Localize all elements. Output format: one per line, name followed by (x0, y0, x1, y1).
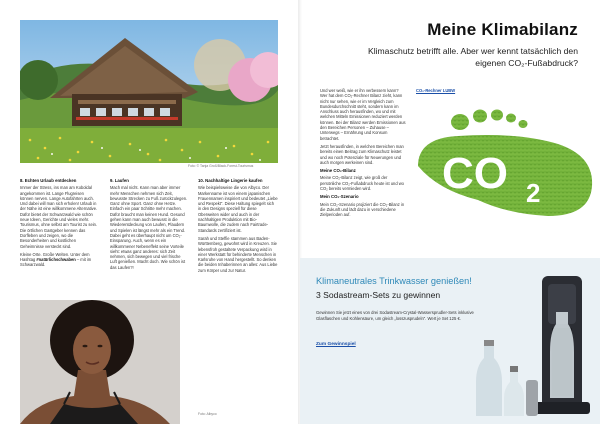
column-paragraph: Immer der Stress, ins man am Koboldal angekommen ist. Lange Flugreisen können nerven. Lange Autofahrten auch. Und dabei will man sich erholen! Urlaub in der Nähe ist eine willkommene Alternative. Dafür bietet der Schwarzwald wie schön neue Ideen, Gerichte und vieles mehr. Tourismus, ohne selbst am Tourist zu sein. Die örtlichen Gastgeber kennen das Dorfleben und zeigen, wo die Besonderheiten und kostlichen Geheimnisse versteckt sind. (20, 185, 98, 249)
article-column-2 (110, 178, 188, 273)
column-paragraph: Wie beispielsweise die von Albyco. Der Markenname ist von einem japanischen Frauennamen inspiriert und bedeutet „Liebe und Respekt“. Diese Haltung spiegelt sich in den Designs speziell für diese Oberweiten wider und auch in der nachhaltigen Produktion mit Bio-Baumwolle, die zudem nach Fairtrade-Standards zertifiziert ist. (198, 185, 278, 233)
co2-text: CO (442, 149, 508, 198)
promo-subheading: 3 Sodastream-Sets zu gewinnen (316, 290, 441, 300)
column-heading: 9. Laufen (110, 178, 129, 183)
glass-carafe-3 (504, 372, 524, 416)
hashtag: #natürlichschwaben (36, 257, 76, 263)
contest-link[interactable]: Zum Gewinnspiel (316, 342, 356, 347)
page-title: Meine Klimabilanz (427, 20, 578, 39)
page-subtitle: Klimaschutz betrifft alle. Aber wer kennt tatsächlich den eigenen CO₂-Fußabdruck? (367, 46, 578, 68)
footprint-toe-5 (519, 120, 528, 128)
climate-article-column (320, 88, 406, 221)
farmhouse-photo (20, 20, 278, 163)
sodastream-product-image (470, 262, 598, 422)
photo-caption: Foto: © Tanja Groß/Black-Forest-Tourismus (188, 164, 254, 168)
left-page (0, 0, 300, 424)
section-heading: Meine CO₂-Bilanz (320, 168, 356, 174)
co2-calculator-link[interactable]: CO₂-Rechner LUBW (416, 88, 456, 93)
column-paragraph: Mein CO₂-Szenario projiziert die CO₂-Bilanz in die Zukunft und lädt dazu in verschiedene Zielperioden auf. (320, 201, 405, 218)
footprint-toe-4 (506, 114, 516, 123)
column-closing: Kleine Orte. Große Welten. Unter dem Hashtag #natürlichschwaben – mit im Schwarzwald. (20, 251, 92, 268)
footprint-toe-2 (473, 110, 487, 123)
column-paragraph: Jetzt herausfinden, in welchen Bereichen man bereits einen Beitrag zum Klimaschutz leistet und wo noch Potenziale für Neuerungen und auch morgen werkeinen sind. (320, 143, 404, 165)
section-heading: Mein CO₂-Szenario (320, 194, 359, 200)
promo-heading: Klimaneutrales Trinkwasser genießen! (316, 276, 472, 286)
model-photo (20, 300, 180, 424)
column-paragraph: Mach mal nicht. Kann man aber immer mehr Menschen nehmen sich Zeit, bewusste Strecken zu Fuß zurückzulegen. Ganz ohne Sport. Ganz ohne Hetze. Einfach ein paar Schritte mehr machen. Dafür braucht man keinen Hund. Gesund gehen kann man auch bewusst in die Wiederentdeckung von Laufen, Plaudern und Spielen ist längst mehr als ein Trend. Dabei geht es überhaupt nicht um CO₂-Einsparung. Auch, wenn es ein willkommener Nebeneffekt seine Vorteile sieht: etwas ganz anderes: sich Zeit nehmen, sich bewegen und viel frische Luft genießen. Macht doch. Wie schön ist das Laufen?! (110, 185, 188, 270)
column-paragraph: Meine CO₂-Bilanz zeigt, wie groß der persönliche CO₂-Fußabdruck heute ist und wo CO₂ bereits vermieden wird. (320, 175, 404, 192)
column-heading: 8. Echten Urlaub entdecken (20, 178, 77, 183)
column-paragraph: Und wer weiß, wie er ihn verbessern kann? Wer hat dem CO₂-Rechner Bilanz zieht, kann nicht nur sehen, wie er im Vergleich zum Bundesdurchschnitt steht, sondern kann im Anschluss auch herausfinden, wo und mit welchen Mitteln Emissionen reduziert werden können. Bei der Bilanz werden Emissionen aus den Bereichen Personen – Zuhause – Unterwegs – Ernährung und Konsum betrachtet. (320, 88, 406, 141)
co2-calculator-link-wrap (416, 88, 455, 93)
co2-footprint-graphic (408, 104, 596, 224)
column-heading: 10. Nachhaltige Lingerie kaufen (198, 178, 263, 183)
article-column-3 (198, 178, 278, 276)
model-photo-caption: Foto: Albyco (198, 412, 217, 416)
co2-subscript: 2 (526, 178, 541, 208)
glass-carafe-2 (476, 346, 502, 416)
footprint-toe-3 (491, 110, 503, 121)
co2-cylinder (526, 380, 538, 416)
footprint-toe-1 (451, 114, 469, 130)
article-column-1 (20, 178, 98, 271)
promo-body: Gewinnen Sie jetzt eines von drei Sodastream-Crystal-Wassersprudler-Sets inklusive Glasflaschen und Kohlensäure, um gleich „losszusprudeln“. Wert je Set 125 €. (316, 310, 474, 321)
column-paragraph: Sarah und Steffie stammen aus Baden-Württemberg, gewohnt wird in Kreuzen. Sie lebensfroh gestaltete Verpackung wird in einer Werkstatt für behinderte Menschen in Karlsruhe von Hand hergestellt. So denken die beiden Inhaberinnen an alles: Aus Liebe zum Körper und zur Natur. (198, 235, 278, 273)
